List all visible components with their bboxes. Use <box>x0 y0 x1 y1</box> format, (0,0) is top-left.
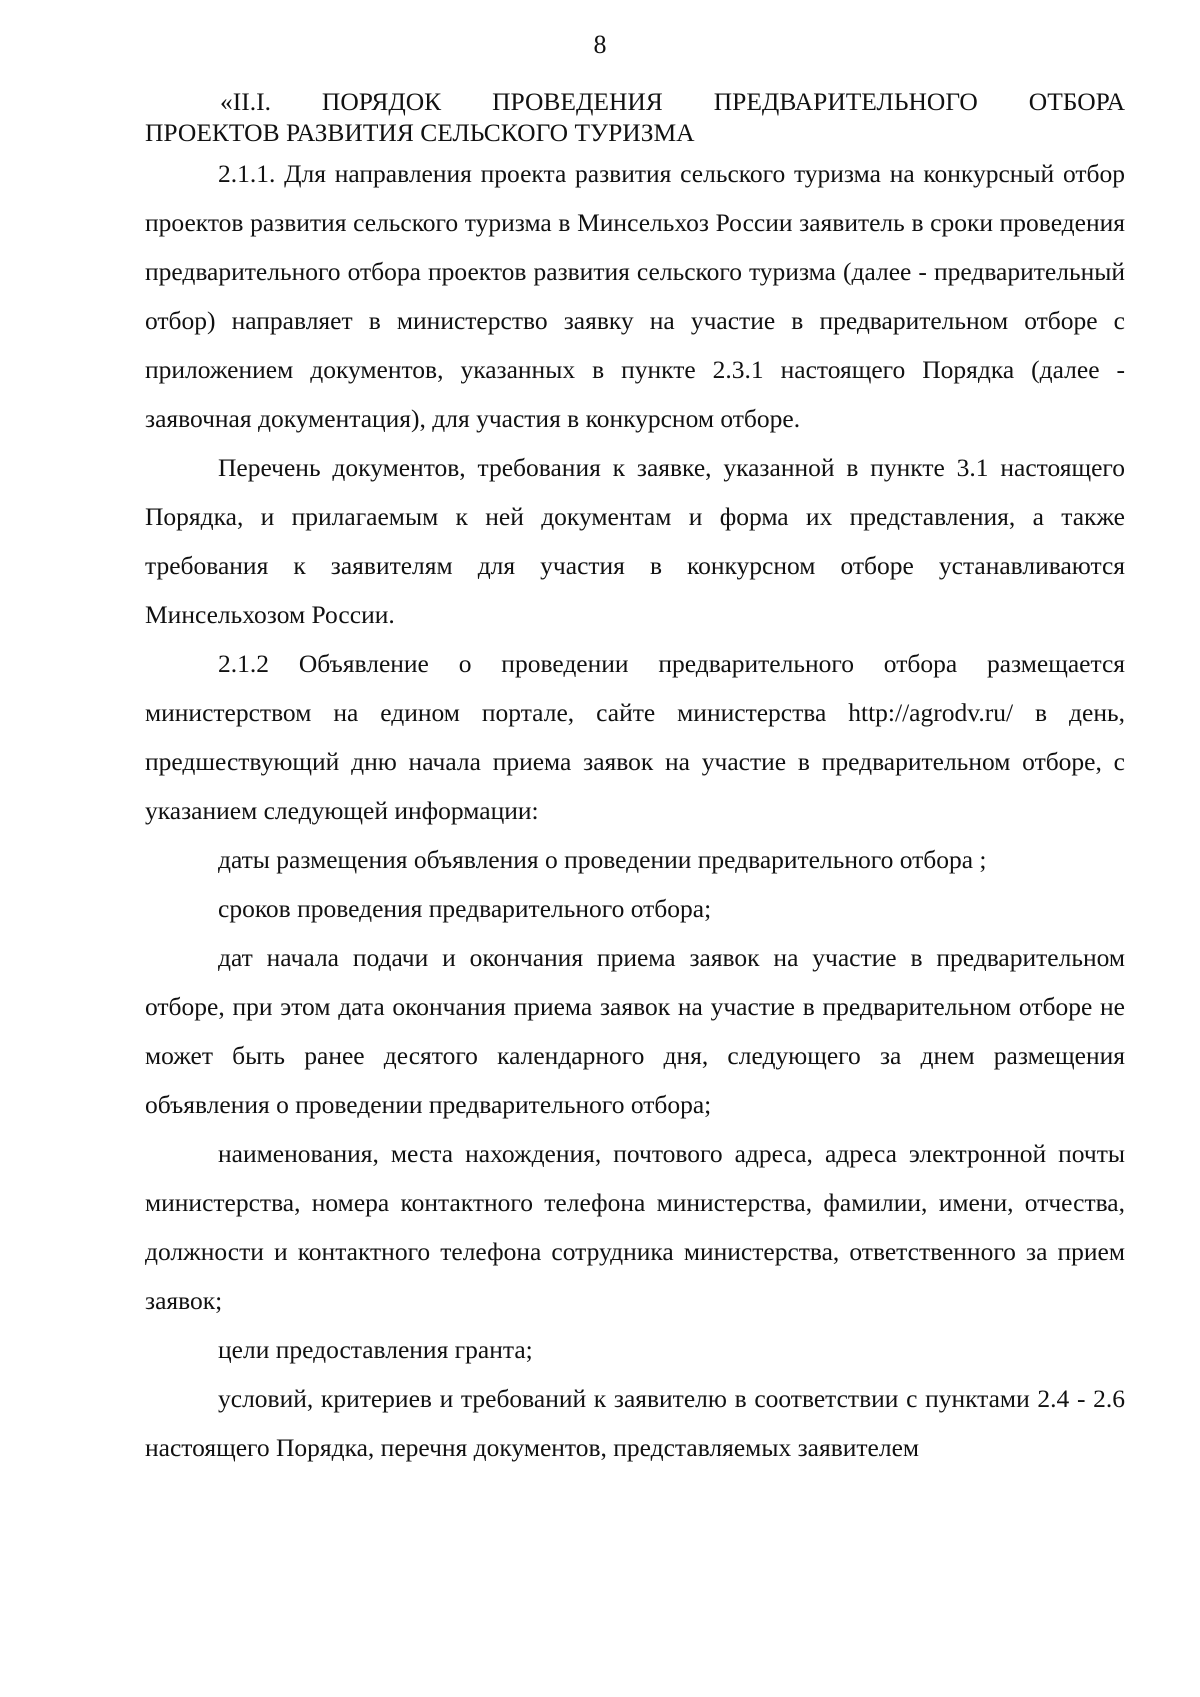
page-number: 8 <box>593 30 607 59</box>
list-item-application-dates: дат начала подачи и окончания приема заявок на участие в предварительном отборе, при этом дата окончания приема заявок на участие в предварительном отборе не может быть ранее десятого календарного дня, следующего за днем размещения объявления о проведении предварительного отбора; <box>145 943 1125 1119</box>
list-item-selection-terms: сроков проведения предварительного отбора; <box>218 894 712 923</box>
list-item-ministry-contacts: наименования, места нахождения, почтового адреса, адреса электронной почты министерства, номера контактного телефона министерства, фамилии, имени, отчества, должности и контактного телефона сотрудника министерства, ответственного за прием заявок; <box>145 1139 1125 1315</box>
section-heading <box>145 86 1125 148</box>
paragraph-2-1-1: 2.1.1. Для направления проекта развития сельского туризма на конкурсный отбор проектов развития сельского туризма в Минсельхоз России заявитель в сроки проведения предварительного отбора проектов развития сельского туризма (далее - предварительный отбор) направляет в министерство заявку на участие в предварительном отборе с приложением документов, указанных в пункте 2.3.1 настоящего Порядка (далее - заявочная документация), для участия в конкурсном отборе. <box>145 159 1125 433</box>
paragraph-document-list: Перечень документов, требования к заявке, указанной в пункте 3.1 настоящего Порядка, и прилагаемым к ней документам и форма их представления, а также требования к заявителям для участия в конкурсном отборе устанавливаются Минсельхозом России. <box>145 453 1125 629</box>
list-item-publication-date: даты размещения объявления о проведении предварительного отбора ; <box>218 845 987 874</box>
list-item-grant-purpose: цели предоставления гранта; <box>218 1335 533 1364</box>
section-heading-line-1: «II.I. ПОРЯДОК ПРОВЕДЕНИЯ ПРЕДВАРИТЕЛЬНОГО ОТБОРА <box>220 87 1125 116</box>
document-body <box>145 86 1125 1472</box>
list-item-conditions: условий, критериев и требований к заявителю в соответствии с пунктами 2.4 - 2.6 настоящего Порядка, перечня документов, представляемых заявителем <box>145 1384 1125 1462</box>
section-heading-line-2: ПРОЕКТОВ РАЗВИТИЯ СЕЛЬСКОГО ТУРИЗМА <box>145 118 695 147</box>
paragraph-2-1-2: 2.1.2 Объявление о проведении предварительного отбора размещается министерством на едином портале, сайте министерства http://agrodv.ru/ в день, предшествующий дню начала приема заявок на участие в предварительном отборе, с указанием следующей информации: <box>145 649 1125 825</box>
